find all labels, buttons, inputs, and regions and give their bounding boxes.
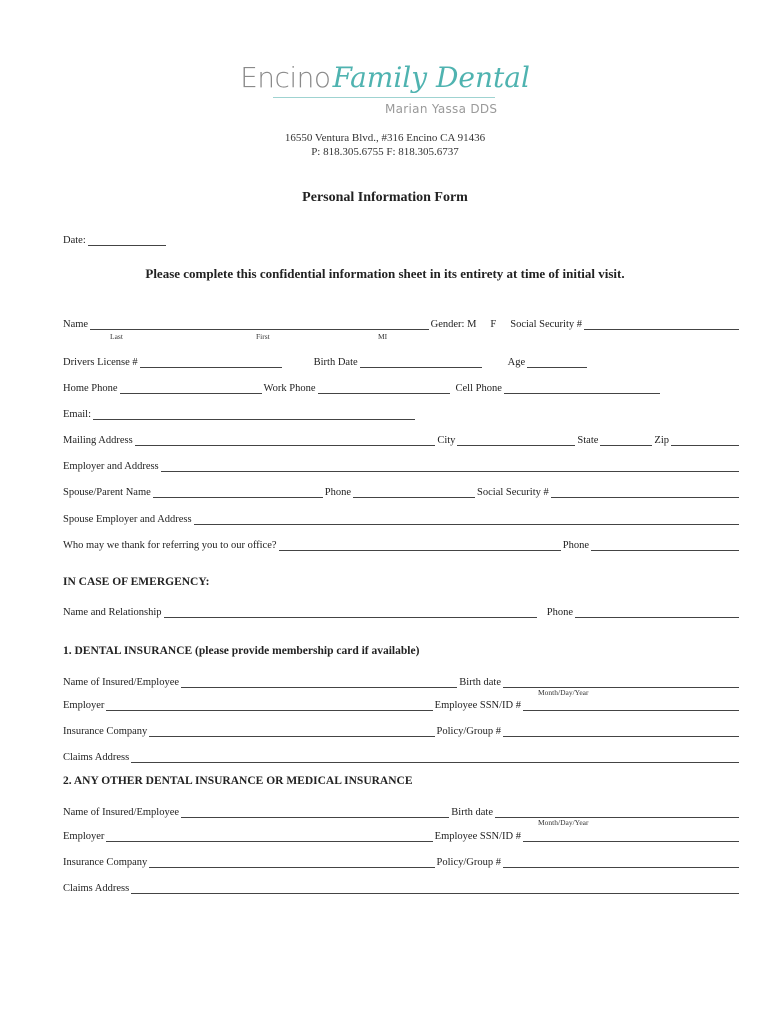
ins2-ssn-field[interactable] [523,830,739,842]
ins1-ssn-field[interactable] [523,699,739,711]
work-phone-field[interactable] [318,382,450,394]
ins2-claims-field[interactable] [131,882,739,894]
state-label: State [577,435,599,446]
mi-hint: MI [378,332,388,341]
ins1-policy-field[interactable] [503,725,739,737]
employer-address-field[interactable] [161,460,739,472]
last-hint: Last [110,332,123,341]
zip-label: Zip [654,435,669,446]
emergency-heading: IN CASE OF EMERGENCY: [63,576,210,588]
spouse-employer-row [63,509,741,525]
logo-family-dental: Family Dental [332,61,530,94]
spouse-ssn-label: Social Security # [477,487,549,498]
date-field[interactable] [88,234,166,246]
city-label: City [437,435,456,446]
employer-row [63,456,741,472]
spouse-phone-label: Phone [324,487,352,498]
referral-phone-field[interactable] [591,539,739,551]
mailing-field[interactable] [135,434,436,446]
home-phone-field[interactable] [120,382,262,394]
date-label: Date: [63,235,86,246]
logo-doctor-name: Marian Yassa DDS [385,102,498,116]
phones-row [63,378,741,394]
cell-phone-field[interactable] [504,382,660,394]
ins2-policy-label: Policy/Group # [436,857,501,868]
ins1-claims-field[interactable] [131,751,739,763]
ins2-claims-label: Claims Address [63,883,130,894]
employer-address-label: Employer and Address [63,461,159,472]
form-title: Personal Information Form [302,190,468,205]
emergency-name-label: Name and Relationship [63,607,162,618]
ins2-company-row [63,852,741,868]
ins1-mdy-hint: Month/Day/Year [538,688,589,697]
logo-encino: Encino [240,61,331,94]
ins2-employer-label: Employer [63,831,105,842]
ins1-employer-label: Employer [63,700,105,711]
email-label: Email: [63,409,91,420]
emergency-name-field[interactable] [164,606,537,618]
birth-date-label: Birth Date [313,357,358,368]
ins2-mdy-hint: Month/Day/Year [538,818,589,827]
referral-label: Who may we thank for referring you to our office? [63,540,277,551]
logo [0,62,770,95]
insurance2-heading: 2. ANY OTHER DENTAL INSURANCE OR MEDICAL INSURANCE [63,775,413,787]
drivers-row [63,352,741,368]
ins2-insured-row [63,802,741,818]
name-field[interactable] [90,318,429,330]
home-phone-label: Home Phone [63,383,118,394]
instruction-text: Please complete this confidential information sheet in its entirety at time of initial visit. [145,266,625,281]
ins2-insured-label: Name of Insured/Employee [63,807,180,818]
name-label: Name [63,319,89,330]
office-address: 16550 Ventura Blvd., #316 Encino CA 91436 [284,132,486,144]
spouse-name-label: Spouse/Parent Name [63,487,151,498]
city-field[interactable] [457,434,575,446]
mailing-row [63,430,741,446]
ins1-insured-field[interactable] [181,676,457,688]
gender-label: Gender: M [430,319,477,330]
drivers-label: Drivers License # [63,357,138,368]
emergency-phone-label: Phone [546,607,573,618]
spouse-ssn-field[interactable] [551,486,739,498]
referral-row [63,535,741,551]
ins2-company-label: Insurance Company [63,857,148,868]
work-phone-label: Work Phone [263,383,316,394]
first-hint: First [256,332,270,341]
zip-field[interactable] [671,434,739,446]
emergency-phone-field[interactable] [575,606,739,618]
spouse-phone-field[interactable] [353,486,475,498]
age-field[interactable] [527,356,587,368]
ssn-field[interactable] [584,318,739,330]
birth-date-field[interactable] [360,356,482,368]
insurance1-heading: 1. DENTAL INSURANCE (please provide membership card if available) [63,645,420,657]
office-phone-fax: P: 818.305.6755 F: 818.305.6737 [311,146,459,158]
email-row [63,404,417,420]
email-field[interactable] [93,408,415,420]
ins2-claims-row [63,878,741,894]
ins1-birth-date-label: Birth date [459,677,501,688]
ins1-claims-row [63,747,741,763]
ins1-company-row [63,721,741,737]
ssn-label: Social Security # [510,319,582,330]
spouse-row [63,482,741,498]
ins1-company-label: Insurance Company [63,726,148,737]
spouse-employer-field[interactable] [194,513,739,525]
referral-field[interactable] [279,539,561,551]
logo-divider [273,97,495,98]
ins2-employer-field[interactable] [106,830,432,842]
ins2-ssn-label: Employee SSN/ID # [434,831,521,842]
ins1-employer-field[interactable] [106,699,432,711]
ins1-birth-date-field[interactable] [503,676,739,688]
spouse-employer-label: Spouse Employer and Address [63,514,192,525]
gender-f-label: F [490,319,497,330]
ins2-policy-field[interactable] [503,856,739,868]
mailing-label: Mailing Address [63,435,133,446]
ins2-company-field[interactable] [149,856,434,868]
ins2-birth-date-label: Birth date [451,807,493,818]
ins1-ssn-label: Employee SSN/ID # [434,700,521,711]
ins2-employer-row [63,826,741,842]
spouse-name-field[interactable] [153,486,323,498]
date-row [63,230,168,246]
cell-phone-label: Cell Phone [455,383,502,394]
ins1-policy-label: Policy/Group # [436,726,501,737]
ins1-employer-row [63,695,741,711]
state-field[interactable] [600,434,652,446]
ins1-company-field[interactable] [149,725,434,737]
ins1-insured-label: Name of Insured/Employee [63,677,180,688]
ins1-claims-label: Claims Address [63,752,130,763]
age-label: Age [507,357,526,368]
ins2-insured-field[interactable] [181,806,449,818]
name-row [63,314,741,330]
emergency-row [63,602,741,618]
ins2-birth-date-field[interactable] [495,806,739,818]
ins1-insured-row [63,672,741,688]
drivers-field[interactable] [140,356,282,368]
referral-phone-label: Phone [562,540,589,551]
